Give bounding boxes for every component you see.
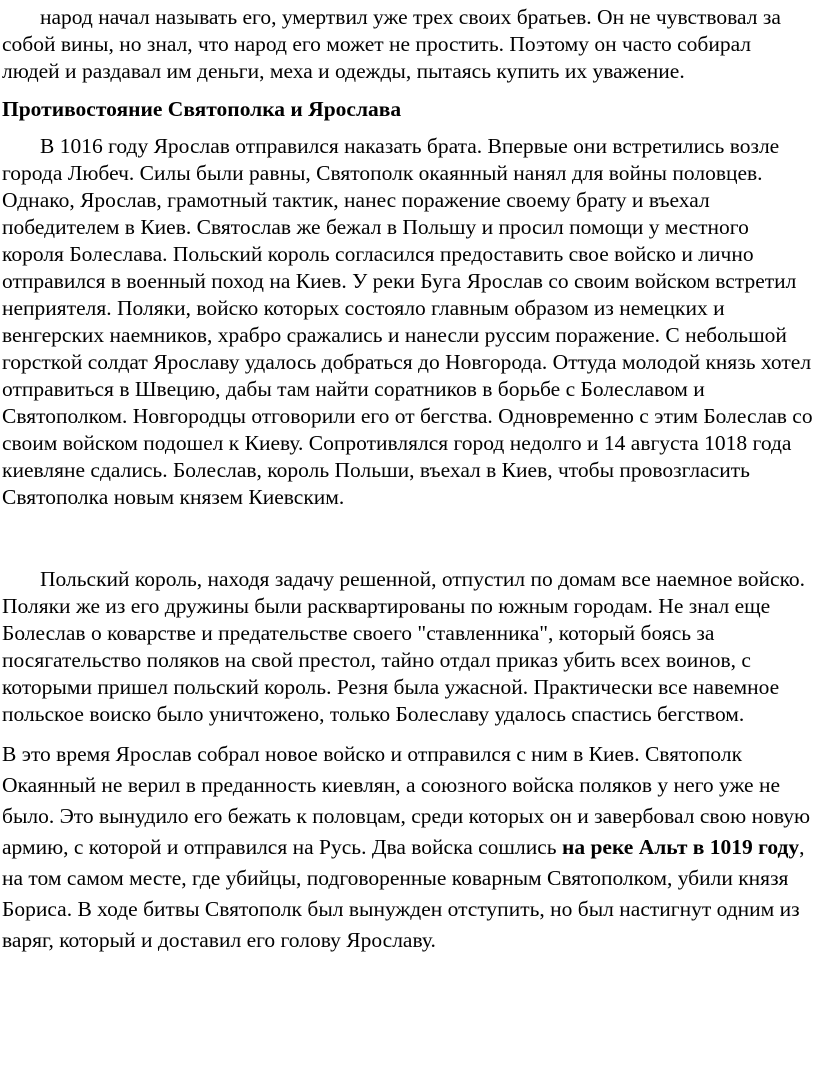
paragraph-polish-king: Польский король, находя задачу решенной, отпустил по домам все наемное войско. Поляки же из его дружины были расквартированы по южным городам. Не знал еще Болеслав о коварстве и предательстве своего "ставленника", который боясь за посягательство поляков на свой престол, тайно отдал приказ убить всех воинов, с которыми пришел польский король. Резня была ужасной. Практически все навемное польское воиско было уничтожено, только Болеславу удалось спастись бегством. [2, 567, 806, 726]
bold-phrase: на реке Альт в 1019 году [561, 835, 800, 859]
section-heading: Противостояние Святополка и Ярослава [2, 97, 402, 121]
paragraph-continuation: народ начал называть его, умертвил уже трех своих братьев. Он не чувствовал за собой вины, но знал, что народ его может не простить. Поэтому он часто собирал людей и раздавал им деньги, меха и одежды, пытаясь купить их уважение. [2, 5, 781, 83]
document-page [2, 4, 814, 956]
paragraph-text-before: В это время Ярослав собрал новое войско и отправился с ним в Киев. Святополк Окаянный не верил в преданность киевлян, а союзного войска поляков у него уже не было. Это вынудило его бежать к половцам, среди которых он и завербовал свою новую армию, с которой и отправился на Русь. Два войска сошлись [2, 742, 811, 859]
paragraph-text-after: , на том самом месте, где убийцы, подговоренные коварным Святополком, убили князя Бориса. В ходе битвы Святополк был вынужден отступить, но был настигнут одним из варяг, который и доставил его голову Ярославу. [2, 835, 805, 952]
paragraph-battle-alta [2, 739, 814, 956]
paragraph-battle-1016: В 1016 году Ярослав отправился наказать брата. Впервые они встретились возле города Любеч. Силы были равны, Святополк окаянный нанял для войны половцев. Однако, Ярослав, грамотный тактик, нанес поражение своему брату и въехал победителем в Киев. Святослав же бежал в Польшу и просил помощи у местного короля Болеслава. Польский король согласился предоставить свое войско и лично отправился в военный поход на Киев. У реки Буга Ярослав со своим войском встретил неприятеля. Поляки, войско которых состояло главным образом из немецких и венгерских наемников, храбро сражались и нанесли руссим поражение. С небольшой горсткой солдат Ярославу удалось добраться до Новгорода. Оттуда молодой князь хотел отправиться в Швецию, дабы там найти соратников в борьбе с Болеславом и Святополком. Новгородцы отговорили его от бегства. Одновременно с этим Болеслав со своим войском подошел к Киеву. Сопротивлялся город недолго и 14 августа 1018 года киевляне сдались. Болеслав, король Польши, въехал в Киев, чтобы провозгласить Святополка новым князем Киевским. [2, 134, 813, 509]
